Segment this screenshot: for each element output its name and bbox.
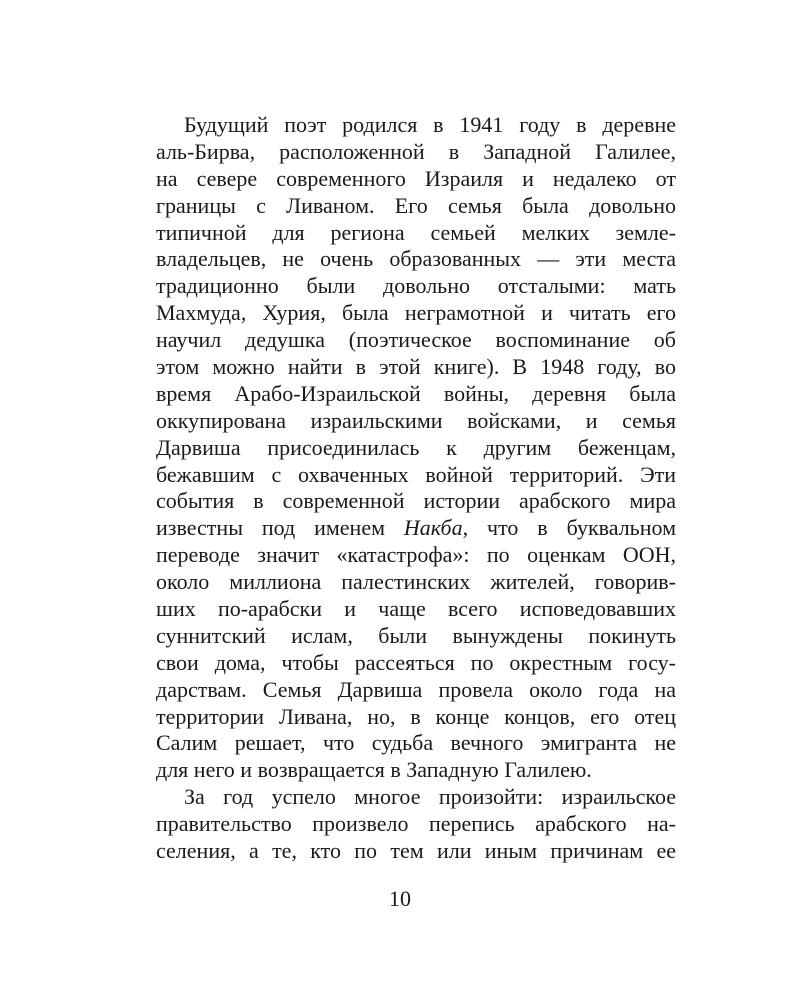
text-line: типичной для региона семьей мелких земле- (156, 219, 676, 245)
text-line: переводе значит «катастрофа»: по оценкам ООН, (156, 542, 676, 568)
text-line: бежавшим с охваченных войной территорий. Эти (156, 461, 676, 487)
text-line: границы с Ливаном. Его семья была довольно (156, 192, 676, 218)
text-segment: известны под именем (156, 515, 404, 541)
text-line: время Арабо-Израильской войны, деревня была (156, 380, 676, 406)
text-line: свои дома, чтобы рассеяться по окрестным госу- (156, 649, 676, 675)
text-line: Салим решает, что судьба вечного эмигранта не (156, 730, 676, 756)
text-line: Дарвиша присоединилась к другим беженцам, (156, 434, 676, 460)
text-line: правительство произвело перепись арабского на- (156, 811, 676, 837)
text-segment: , что в буквальном (462, 515, 676, 541)
body-text (156, 112, 676, 865)
text-line: владельцев, не очень образованных — эти места (156, 246, 676, 272)
text-line: Махмуда, Хурия, была неграмотной и читать его (156, 300, 676, 326)
text-line: оккупирована израильскими войсками, и семья (156, 407, 676, 433)
text-line: дарствам. Семья Дарвиша провела около года на (156, 676, 676, 702)
text-line: этом можно найти в этой книге). В 1948 году, во (156, 354, 676, 380)
text-line: ших по-арабски и чаще всего исповедовавших (156, 596, 676, 622)
text-line: селения, а те, кто по тем или иным причинам ее (156, 838, 676, 864)
text-line: За год успело многое произойти: израильское (184, 784, 676, 810)
text-line: для него и возвращается в Западную Галилею. (156, 757, 592, 783)
text-line: на севере современного Израиля и недалеко от (156, 165, 676, 191)
page-number: 10 (389, 886, 411, 911)
text-line (156, 515, 676, 542)
text-line: суннитский ислам, были вынуждены покинуть (156, 622, 676, 648)
text-line: около миллиона палестинских жителей, говорив- (156, 569, 676, 595)
text-line: научил дедушка (поэтическое воспоминание об (156, 327, 676, 353)
emphasis-nakba: Накба (403, 515, 463, 541)
text-line: традиционно были довольно отсталыми: мать (156, 273, 676, 299)
text-line: события в современной истории арабского мира (156, 488, 676, 514)
text-line: Будущий поэт родился в 1941 году в деревне (184, 112, 676, 137)
text-line: аль-Бирва, расположенной в Западной Галилее, (156, 138, 676, 164)
text-line: территории Ливана, но, в конце концов, его отец (156, 703, 676, 729)
